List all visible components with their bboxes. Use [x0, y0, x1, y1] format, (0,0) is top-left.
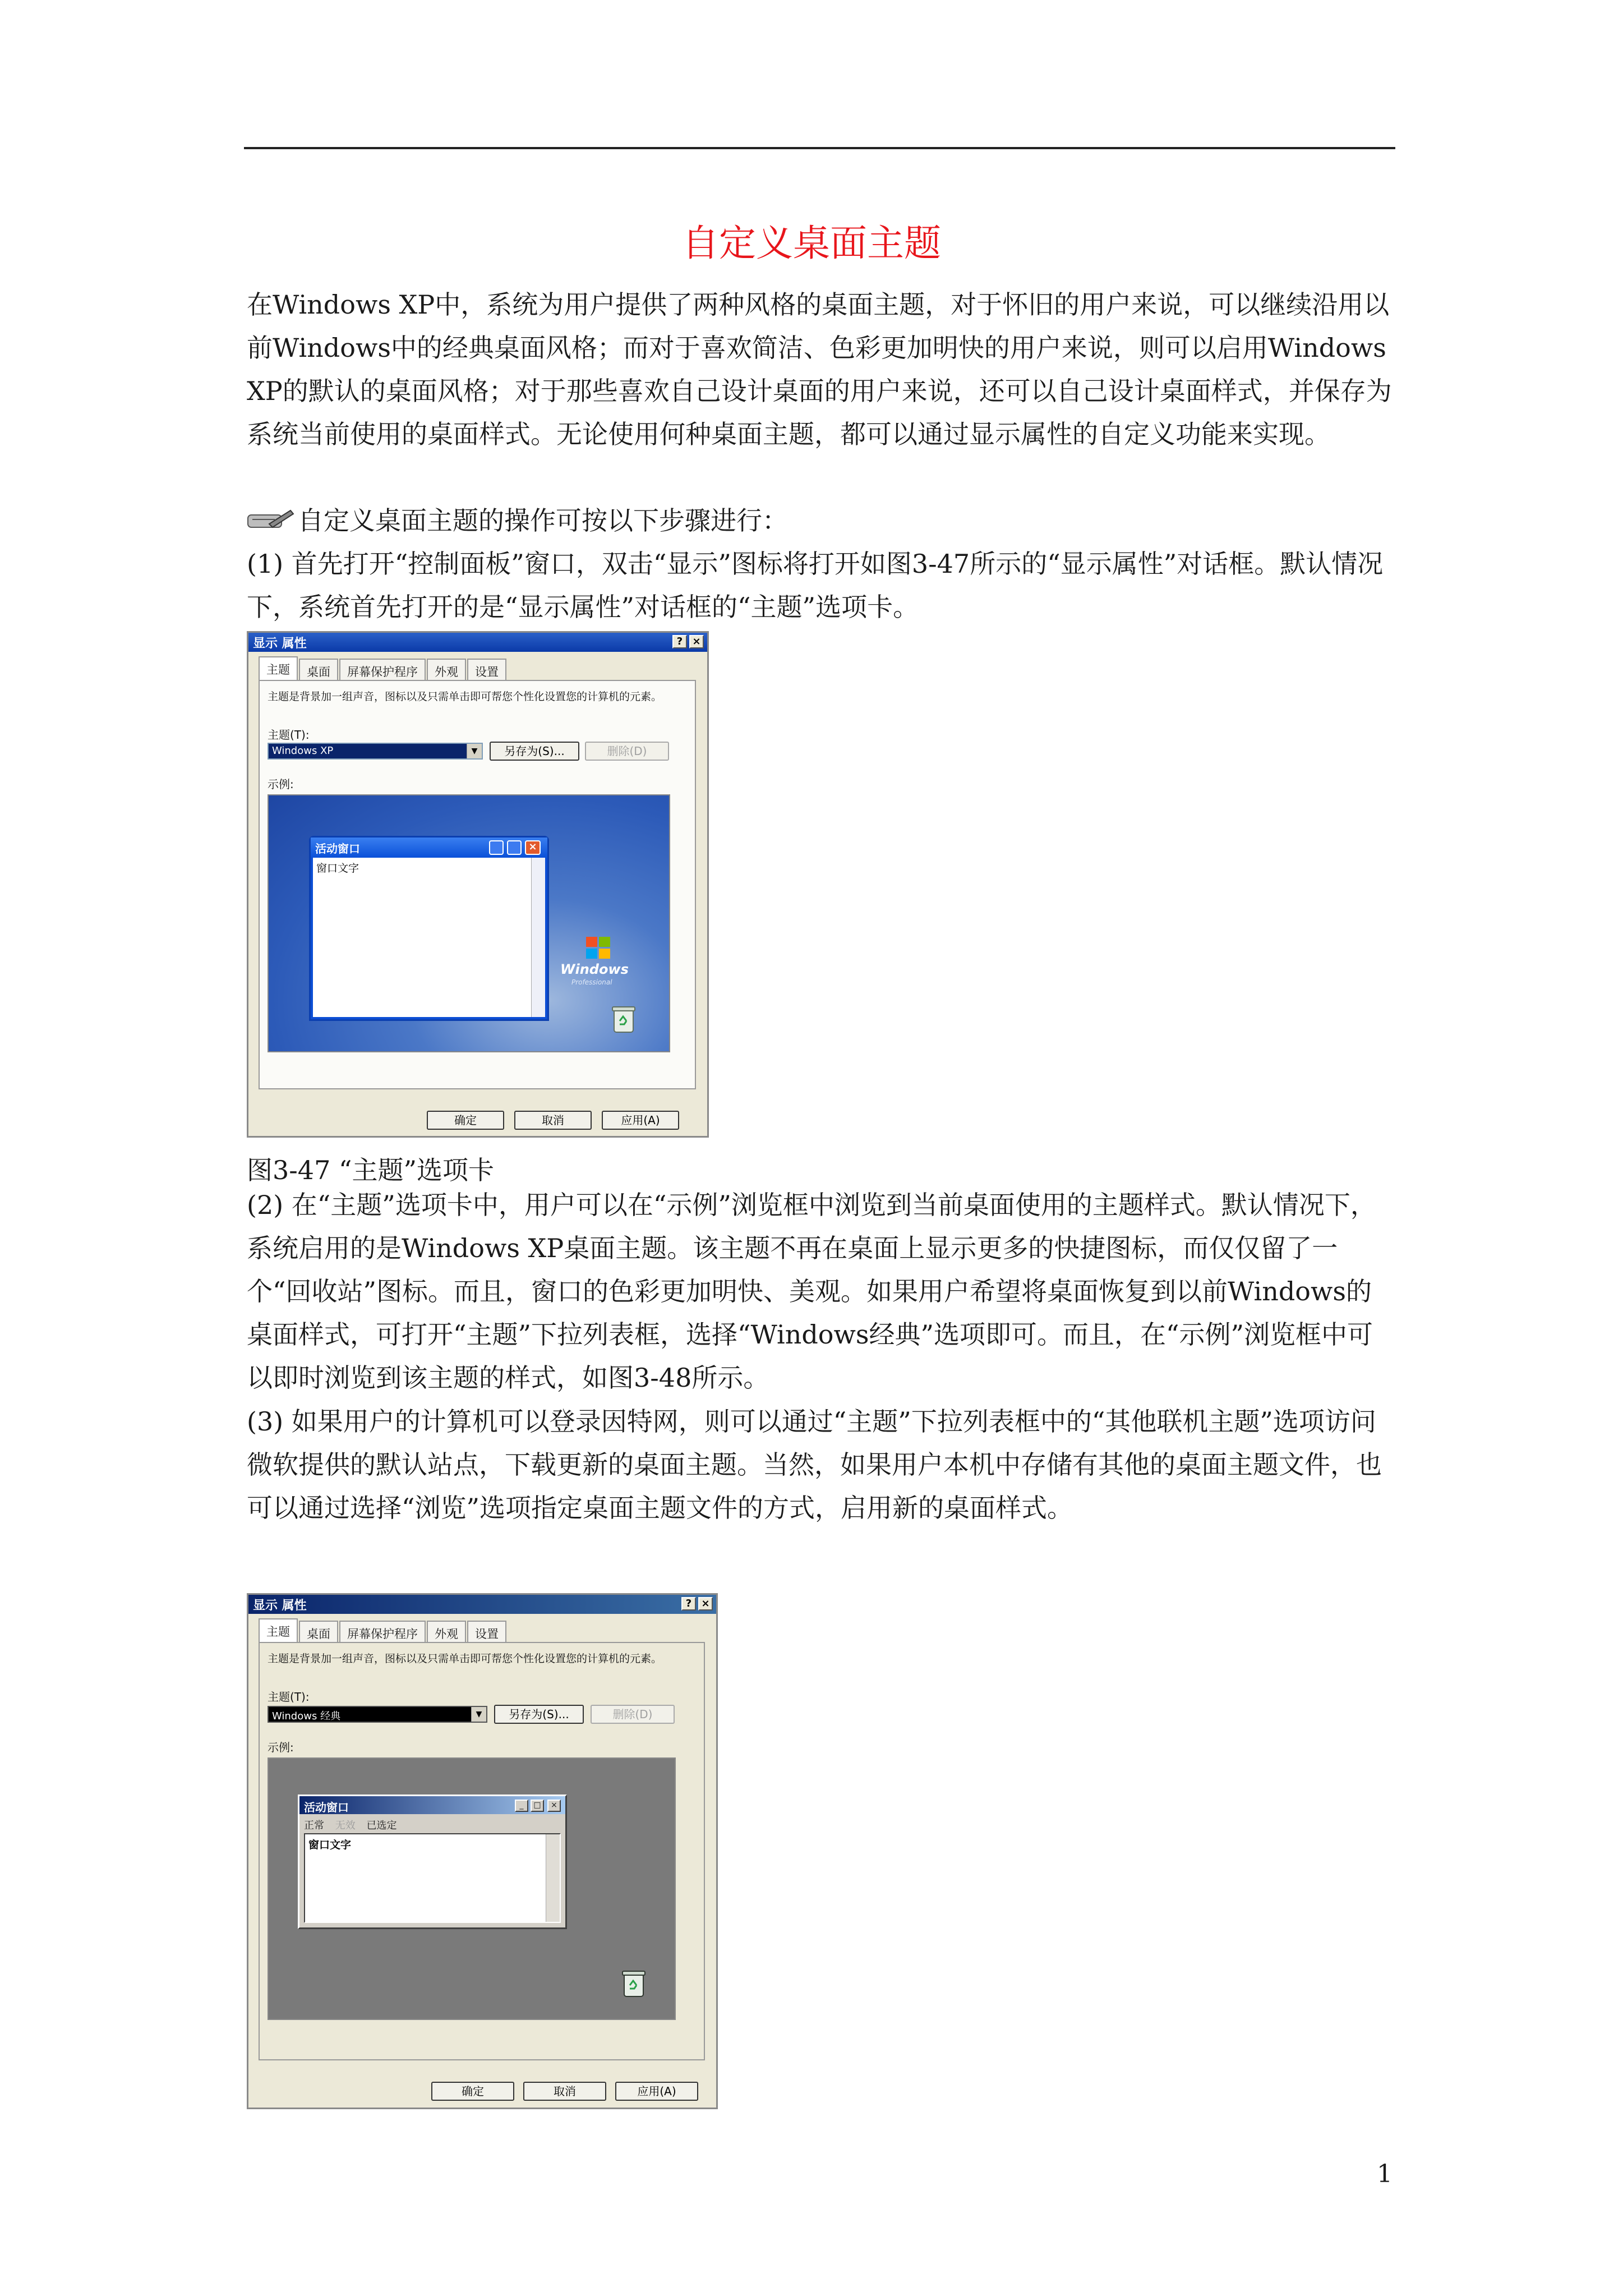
theme-panel — [259, 680, 696, 1089]
steps-intro — [247, 499, 1396, 542]
tab-appearance[interactable]: 外观 — [427, 1621, 466, 1642]
help-button[interactable]: ? — [681, 1597, 696, 1611]
tab-settings[interactable]: 设置 — [467, 1621, 506, 1642]
dialog-title: 显示 属性 — [253, 1599, 307, 1613]
active-window-title: 活动窗口 — [311, 838, 547, 858]
ok-button[interactable]: 确定 — [431, 2082, 514, 2101]
dialog-titlebar — [248, 1595, 716, 1614]
chevron-down-icon: ▼ — [467, 744, 482, 758]
sample-preview — [268, 1757, 676, 2020]
theme-select-value: Windows 经典 — [269, 1707, 472, 1722]
display-properties-dialog-classic — [247, 1593, 718, 2109]
theme-select[interactable] — [268, 1706, 487, 1723]
recycle-bin-icon — [621, 1968, 647, 1998]
windows-logo-subtext: Professional — [571, 978, 612, 986]
pen-note-icon — [247, 507, 294, 533]
apply-button[interactable]: 应用(A) — [602, 1111, 679, 1130]
tab-settings[interactable]: 设置 — [467, 659, 506, 680]
cancel-button[interactable]: 取消 — [523, 2082, 606, 2101]
theme-panel — [259, 1642, 705, 2060]
page-title: 自定义桌面主题 — [682, 222, 941, 265]
tab-appearance[interactable]: 外观 — [427, 659, 466, 680]
paragraph-intro: 在Windows XP中，系统为用户提供了两种风格的桌面主题，对于怀旧的用户来说，可以继续沿用以前Windows中的经典桌面风格；而对于喜欢简洁、色彩更加明快的用户来说，则可以启用Windows XP的默认的桌面风格；对于那些喜欢自己设计桌面的用户来说，还可以自己设计桌面样式，并保存为系统当前使用的桌面样式。无论使用何种桌面主题，都可以通过显示属性的自定义功能来实现。 — [247, 289, 1392, 449]
active-window-title: 活动窗口 — [299, 1796, 565, 1814]
paragraph-step3: (3) 如果用户的计算机可以登录因特网，则可以通过“主题”下拉列表框中的“其他联机主题”选项访问微软提供的默认站点，下载更新的桌面主题。当然，如果用户本机中存储有其他的桌面主题文件，也可以通过选择“浏览”选项指定桌面主题文件的方式，启用新的桌面样式。 — [247, 1406, 1382, 1523]
tab-theme[interactable]: 主题 — [259, 656, 298, 680]
windows-flag-icon — [586, 937, 612, 959]
maximize-icon: □ — [531, 1800, 544, 1812]
close-icon: × — [547, 1800, 561, 1812]
active-window-body — [304, 1833, 561, 1923]
theme-label: 主题(T): — [268, 728, 310, 742]
header-rule — [244, 147, 1395, 149]
active-window-sample — [309, 836, 549, 1021]
close-button[interactable]: × — [698, 1597, 713, 1611]
window-text: 窗口文字 — [308, 1839, 352, 1851]
window-menu-bar — [304, 1818, 404, 1832]
theme-label: 主题(T): — [268, 1690, 310, 1704]
tab-screensaver[interactable]: 屏幕保护程序 — [339, 659, 426, 680]
theme-select-value: Windows XP — [269, 744, 467, 758]
maximize-icon — [507, 840, 522, 855]
sample-label: 示例: — [268, 777, 294, 791]
save-as-button[interactable]: 另存为(S)... — [494, 1705, 584, 1724]
chevron-down-icon: ▼ — [471, 1707, 486, 1722]
save-as-button[interactable]: 另存为(S)... — [490, 742, 579, 761]
delete-button[interactable]: 删除(D) — [585, 742, 669, 761]
delete-button[interactable]: 删除(D) — [591, 1705, 675, 1724]
tab-strip — [259, 659, 508, 680]
scrollbar — [531, 858, 545, 1017]
dialog-titlebar — [248, 633, 707, 652]
apply-button[interactable]: 应用(A) — [615, 2082, 698, 2101]
tab-desktop[interactable]: 桌面 — [299, 659, 338, 680]
menu-normal: 正常 — [304, 1820, 324, 1832]
theme-description: 主题是背景加一组声音，图标以及只需单击即可帮您个性化设置您的计算机的元素。 — [268, 691, 662, 703]
window-text: 窗口文字 — [316, 862, 359, 875]
page-number: 1 — [1377, 2160, 1393, 2188]
close-button[interactable]: × — [689, 635, 704, 648]
tab-strip — [259, 1621, 508, 1642]
steps-intro-text: 自定义桌面主题的操作可按以下步骤进行： — [298, 505, 788, 536]
recycle-bin-icon — [611, 1004, 637, 1033]
active-window-body — [313, 858, 545, 1017]
tab-desktop[interactable]: 桌面 — [299, 1621, 338, 1642]
paragraph-step2: (2) 在“主题”选项卡中，用户可以在“示例”浏览框中浏览到当前桌面使用的主题样式。默认情况下，系统启用的是Windows XP桌面主题。该主题不再在桌面上显示更多的快捷图标，而仅仅留了一个“回收站”图标。而且，窗口的色彩更加明快、美观。如果用户希望将桌面恢复到以前Windows的桌面样式，可打开“主题”下拉列表框，选择“Windows经典”选项即可。而且，在“示例”浏览框中可以即时浏览到该主题的样式，如图3-48所示。 — [247, 1190, 1376, 1393]
dialog-title: 显示 属性 — [253, 637, 307, 651]
minimize-icon: _ — [515, 1800, 528, 1812]
theme-description: 主题是背景加一组声音，图标以及只需单击即可帮您个性化设置您的计算机的元素。 — [268, 1653, 662, 1665]
tab-screensaver[interactable]: 屏幕保护程序 — [339, 1621, 426, 1642]
menu-disabled: 无效 — [335, 1820, 356, 1832]
active-window-sample — [298, 1795, 567, 1929]
ok-button[interactable]: 确定 — [427, 1111, 504, 1130]
tab-theme[interactable]: 主题 — [259, 1618, 298, 1642]
menu-selected: 已选定 — [366, 1820, 397, 1832]
scrollbar — [546, 1834, 560, 1922]
sample-label: 示例: — [268, 1741, 294, 1754]
figure-caption-3-47: 图3-47 “主题”选项卡 — [247, 1155, 494, 1185]
display-properties-dialog-xp — [247, 631, 709, 1138]
help-button[interactable]: ? — [672, 635, 687, 648]
minimize-icon — [489, 840, 504, 855]
cancel-button[interactable]: 取消 — [514, 1111, 592, 1130]
theme-select[interactable] — [268, 743, 483, 760]
windows-logo-text: Windows — [560, 961, 629, 977]
paragraph-step1: (1) 首先打开“控制面板”窗口，双击“显示”图标将打开如图3-47所示的“显示属性”对话框。默认情况下，系统首先打开的是“显示属性”对话框的“主题”选项卡。 — [247, 549, 1384, 622]
sample-preview — [268, 794, 670, 1052]
close-icon: × — [525, 840, 541, 855]
